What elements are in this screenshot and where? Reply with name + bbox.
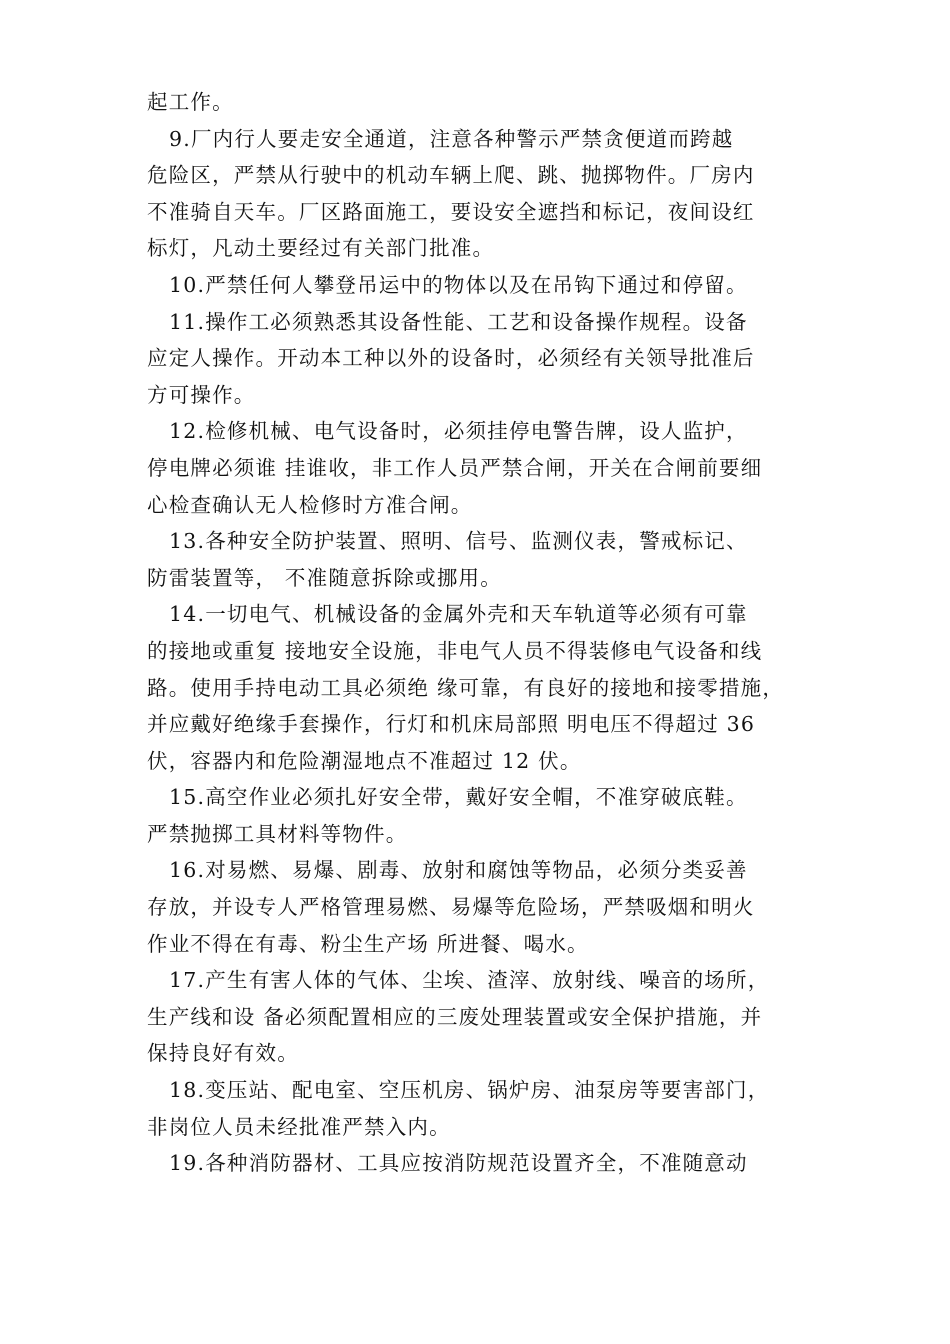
text-line: 不准骑自天车。厂区路面施工，要设安全遮挡和标记，夜间设红 [147, 199, 755, 224]
paragraph [147, 779, 807, 852]
text-line: 19.各种消防器材、工具应按消防规范设置齐全，不准随意动 [169, 1151, 748, 1176]
text-line: 存放，并设专人严格管理易燃、易爆等危险场，严禁吸烟和明火 [147, 895, 755, 920]
text-line: 心检查确认无人检修时方准合闸。 [147, 492, 473, 517]
text-line: 作业不得在有毒、粉尘生产场 所进餐、喝水。 [147, 931, 589, 956]
text-line: 应定人操作。开动本工种以外的设备时，必须经有关领导批准后 [147, 346, 755, 371]
paragraph [147, 267, 807, 304]
text-line: 生产线和设 备必须配置相应的三废处理装置或安全保护措施，并 [147, 1004, 763, 1029]
text-line: 15.高空作业必须扎好安全带，戴好安全帽，不准穿破底鞋。 [169, 785, 748, 810]
text-line: 起工作。 [147, 90, 234, 114]
paragraph [147, 1145, 807, 1182]
paragraph [147, 413, 807, 523]
text-line: 伏，容器内和危险潮湿地点不准超过 12 伏。 [147, 748, 582, 773]
paragraph [147, 852, 807, 962]
paragraph [147, 596, 807, 779]
text-line: 11.操作工必须熟悉其设备性能、工艺和设备操作规程。设备 [169, 309, 748, 334]
paragraph [147, 304, 807, 414]
text-line: 16.对易燃、易爆、剧毒、放射和腐蚀等物品，必须分类妥善 [169, 858, 748, 883]
text-line: 标灯，凡动土要经过有关部门批准。 [147, 236, 495, 261]
text-line: 非岗位人员未经批准严禁入内。 [147, 1114, 451, 1139]
paragraph [147, 962, 807, 1072]
document-body [147, 84, 807, 1182]
text-line: 防雷装置等， 不准随意拆除或挪用。 [147, 565, 502, 590]
text-line: 路。使用手持电动工具必须绝 缘可靠，有良好的接地和接零措施， [147, 675, 785, 700]
text-line: 13.各种安全防护装置、照明、信号、监测仪表，警戒标记、 [169, 529, 748, 554]
paragraph [147, 1072, 807, 1145]
text-line: 危险区，严禁从行驶中的机动车辆上爬、跳、抛掷物件。厂房内 [147, 163, 755, 188]
text-line: 停电牌必须谁 挂谁收，非工作人员严禁合闸，开关在合闸前要细 [147, 455, 763, 480]
text-line: 18.变压站、配电室、空压机房、锅炉房、油泵房等要害部门， [169, 1078, 770, 1103]
text-line: 的接地或重复 接地安全设施，非电气人员不得装修电气设备和线 [147, 638, 763, 663]
text-line: 10.严禁任何人攀登吊运中的物体以及在吊钩下通过和停留。 [169, 272, 748, 297]
text-line: 12.检修机械、电气设备时，必须挂停电警告牌，设人监护， [169, 419, 748, 444]
text-line: 9.厂内行人要走安全通道，注意各种警示严禁贪便道而跨越 [169, 126, 734, 151]
paragraph [147, 523, 807, 596]
text-line: 严禁抛掷工具材料等物件。 [147, 821, 408, 846]
text-line: 保持良好有效。 [147, 1041, 299, 1066]
paragraph [147, 84, 807, 121]
paragraph [147, 121, 807, 267]
text-line: 17.产生有害人体的气体、尘埃、渣滓、放射线、噪音的场所， [169, 968, 770, 993]
text-line: 方可操作。 [147, 382, 256, 407]
text-line: 14.一切电气、机械设备的金属外壳和天车轨道等必须有可靠 [169, 602, 748, 627]
text-line: 并应戴好绝缘手套操作，行灯和机床局部照 明电压不得超过 36 [147, 712, 756, 737]
